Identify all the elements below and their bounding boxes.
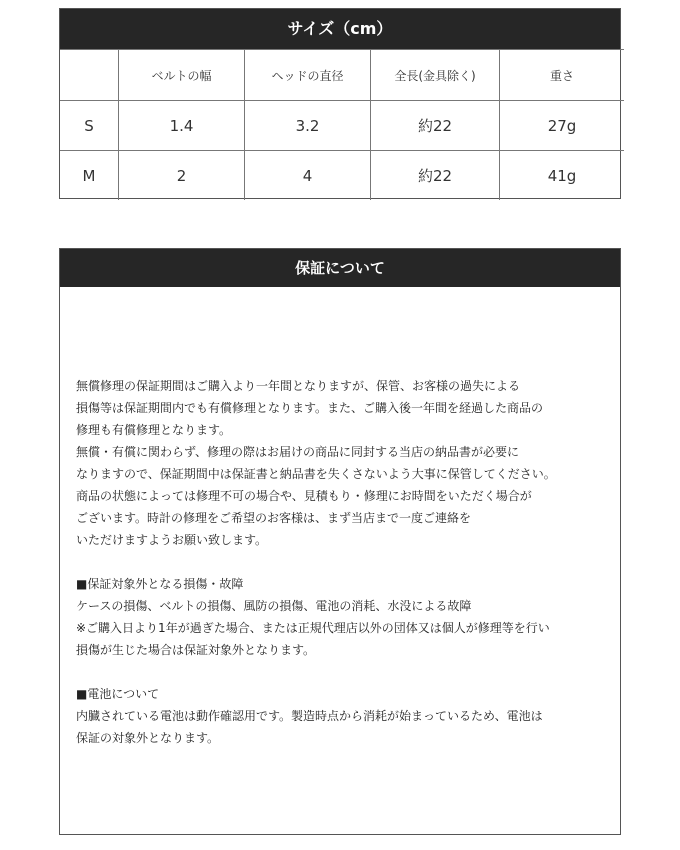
header-cell-head-diameter: ヘッドの直径	[245, 50, 371, 101]
size-label-cell: M	[60, 151, 119, 201]
warranty-title: 保証について	[60, 249, 620, 287]
head-diameter-cell: 3.2	[245, 101, 371, 151]
warranty-body	[76, 375, 616, 749]
size-table-title: サイズ（cm）	[60, 9, 620, 49]
header-cell-belt-width: ベルトの幅	[119, 50, 245, 101]
size-label-cell: S	[60, 101, 119, 151]
warranty-line: 保証の対象外となります。	[76, 731, 220, 745]
warranty-line: ※ご購入日より1年が過ぎた場合、または正規代理店以外の団体又は個人が修理等を行い	[76, 621, 550, 635]
belt-width-cell: 2	[119, 151, 245, 201]
table-row	[60, 101, 624, 151]
header-cell-blank	[60, 50, 119, 101]
header-cell-weight: 重さ	[500, 50, 625, 101]
warranty-line: いただけますようお願い致します。	[76, 533, 268, 547]
warranty-line: 無償修理の保証期間はご購入より一年間となりますが、保管、お客様の過失による	[76, 379, 521, 393]
weight-cell: 41g	[500, 151, 625, 201]
total-length-cell: 約22	[371, 101, 500, 151]
warranty-box	[59, 248, 621, 835]
warranty-line: 無償・有償に関わらず、修理の際はお届けの商品に同封する当店の納品書が必要に	[76, 445, 520, 459]
head-diameter-cell: 4	[245, 151, 371, 201]
size-table-box	[59, 8, 621, 199]
header-cell-total-length: 全長(金具除く)	[371, 50, 500, 101]
warranty-line: なりますので、保証期間中は保証書と納品書を失くさないよう大事に保管してください。	[76, 467, 556, 481]
weight-cell: 27g	[500, 101, 625, 151]
size-table-header-row	[60, 50, 624, 101]
warranty-line: ございます。時計の修理をご希望のお客様は、まず当店まで一度ご連絡を	[76, 511, 472, 525]
warranty-line: 修理も有償修理となります。	[76, 423, 232, 437]
size-table	[60, 49, 624, 200]
warranty-line: 損傷等は保証期間内でも有償修理となります。また、ご購入後一年間を経過した商品の	[76, 401, 544, 415]
warranty-line: 損傷が生じた場合は保証対象外となります。	[76, 643, 316, 657]
warranty-line: 商品の状態によっては修理不可の場合や、見積もり・修理にお時間をいただく場合が	[76, 489, 532, 503]
exclusions-heading: ■保証対象外となる損傷・故障	[76, 577, 244, 591]
belt-width-cell: 1.4	[119, 101, 245, 151]
total-length-cell: 約22	[371, 151, 500, 201]
warranty-line: 内臓されている電池は動作確認用です。製造時点から消耗が始まっているため、電池は	[76, 709, 543, 723]
table-row	[60, 151, 624, 201]
warranty-line: ケースの損傷、ベルトの損傷、風防の損傷、電池の消耗、水没による故障	[76, 599, 472, 613]
battery-heading: ■電池について	[76, 687, 160, 701]
